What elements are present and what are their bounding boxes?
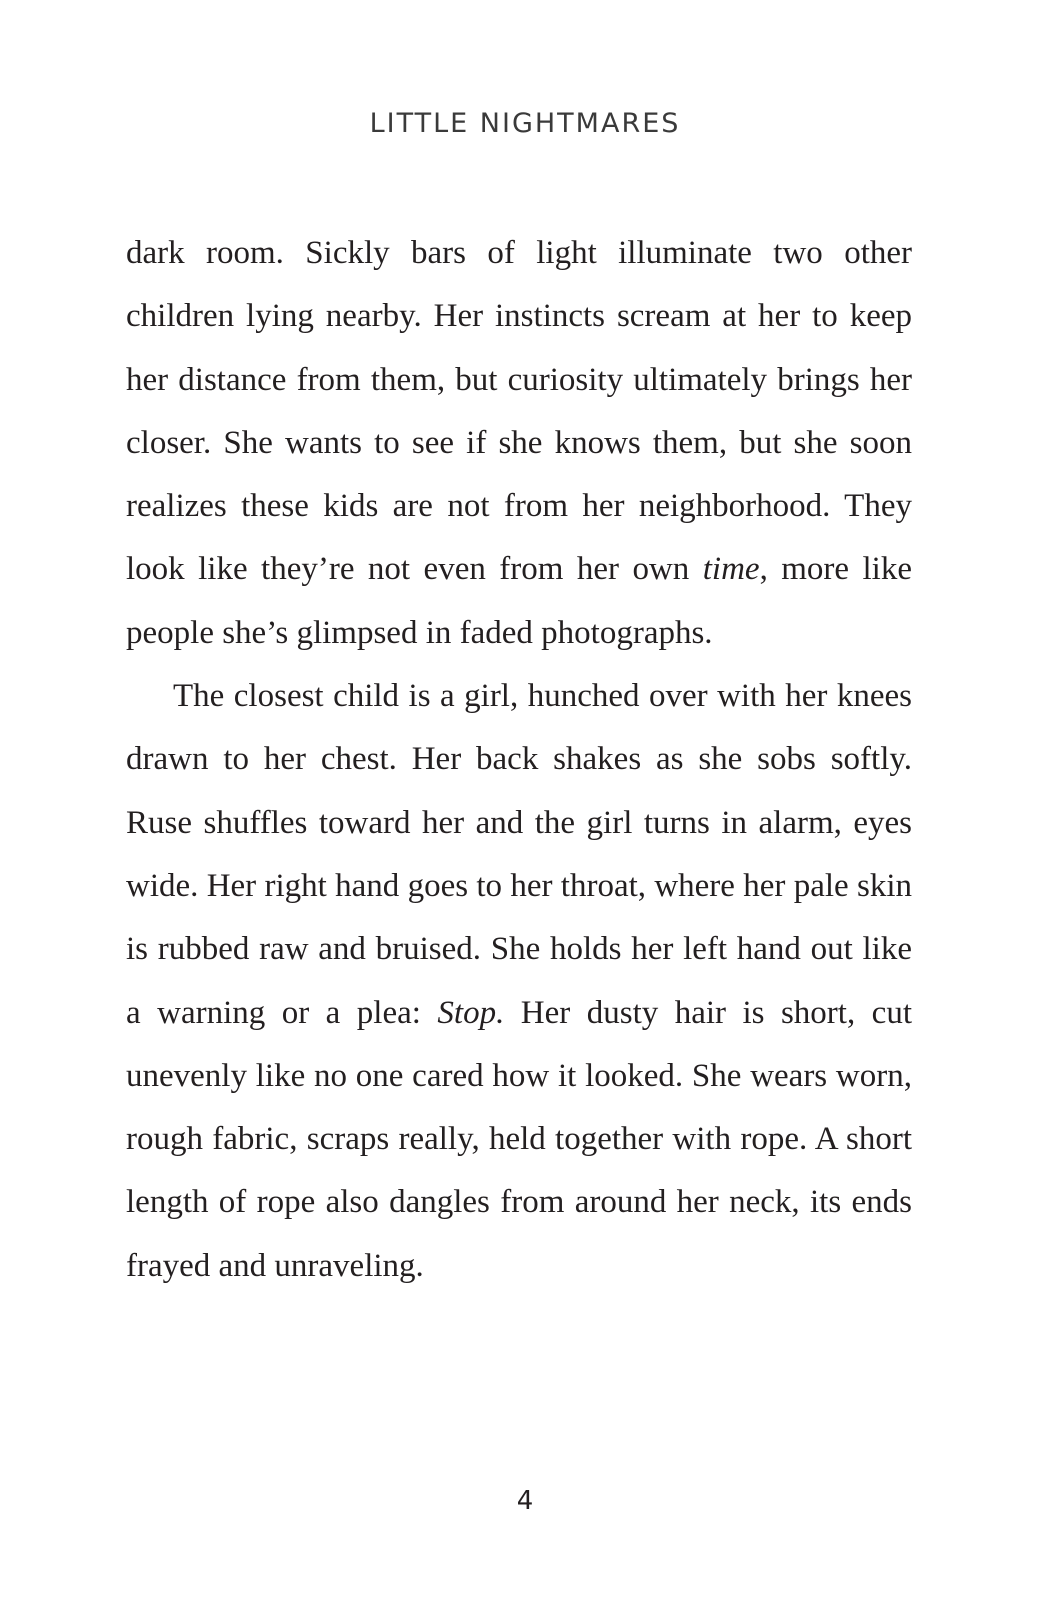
text-segment: , more like people she’s glimpsed in faded photographs.	[126, 551, 912, 651]
text-segment: The closest child is a girl, hunched over with her knees drawn to her chest. Her back shakes as she sobs softly. Ruse shuffles toward her and the girl turns in alarm, eyes wide. Her right hand goes to her throat, where her pale skin is rubbed raw and bruised. She holds her left hand out like a warning or a plea:	[126, 678, 912, 1031]
text-segment: Her dusty hair is short, cut unevenly like no one cared how it looked. She wears worn, rough fabric, scraps really, held together with rope. A short length of rope also dangles from around her neck, its ends frayed and unraveling.	[126, 994, 912, 1284]
text-segment: dark room. Sickly bars of light illuminate two other children lying nearby. Her instincts scream at her to keep her distance from them, but curiosity ultimately brings her closer. She wants to see if she knows them, but she soon realizes these kids are not from her neighborhood. They look like they’re not even from her own	[126, 235, 912, 588]
body-text	[126, 222, 912, 1298]
page-number: 4	[516, 1486, 534, 1516]
italic-word: time	[702, 551, 760, 588]
running-head: LITTLE NIGHTMARES	[369, 108, 681, 139]
paragraph	[126, 665, 912, 1298]
paragraph	[126, 222, 912, 665]
italic-word: Stop.	[437, 994, 505, 1031]
